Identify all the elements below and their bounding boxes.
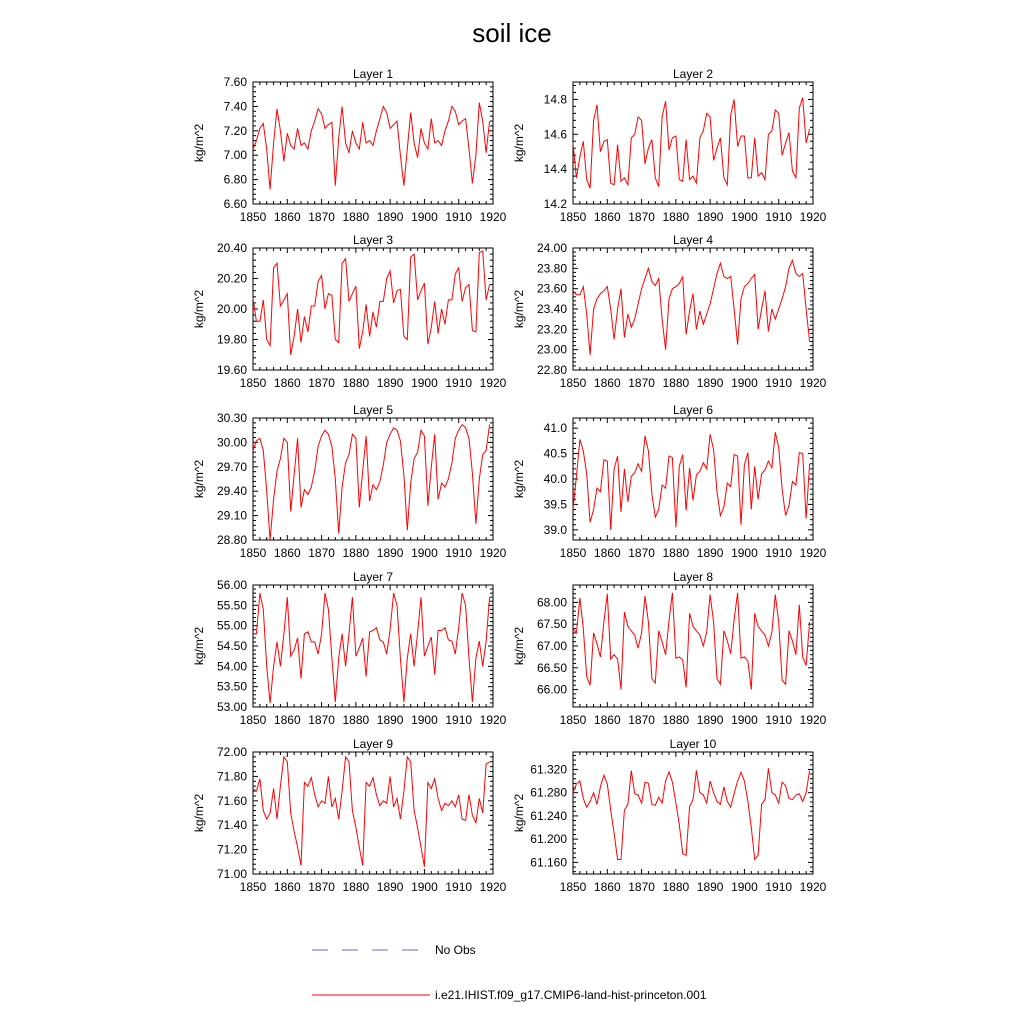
series-line (253, 103, 490, 190)
x-tick-label: 1870 (308, 376, 335, 390)
x-tick-label: 1850 (239, 376, 267, 390)
y-tick-label: 71.60 (216, 793, 247, 808)
x-tick-label: 1880 (342, 546, 370, 560)
x-tick-label: 1910 (765, 880, 793, 894)
y-tick-label: 6.60 (223, 197, 247, 211)
panel-title: Layer 6 (672, 403, 714, 417)
x-tick-label: 1890 (696, 376, 724, 390)
x-tick-label: 1920 (799, 713, 827, 727)
x-tick-label: 1850 (559, 880, 587, 894)
x-tick-label: 1870 (628, 376, 655, 390)
x-tick-label: 1900 (731, 880, 758, 894)
y-tick-label: 66.50 (536, 660, 567, 675)
y-tick-label: 30.30 (216, 411, 247, 425)
panel-title: Layer 8 (672, 570, 714, 584)
panel-title: Layer 7 (352, 570, 394, 584)
y-tick-label: 56.00 (216, 578, 247, 592)
x-tick-label: 1920 (479, 376, 507, 390)
x-tick-label: 1870 (308, 210, 335, 224)
y-tick-label: 61.240 (530, 808, 567, 823)
x-tick-label: 1860 (273, 210, 301, 224)
x-tick-label: 1890 (376, 210, 404, 224)
x-tick-label: 1900 (411, 546, 438, 560)
x-tick-label: 1920 (799, 210, 827, 224)
y-tick-label: 14.2 (543, 197, 567, 211)
y-tick-label: 53.00 (216, 700, 247, 714)
x-tick-label: 1890 (696, 713, 724, 727)
y-tick-label: 71.20 (216, 842, 247, 857)
y-axis-label: kg/m^2 (192, 289, 206, 329)
x-tick-label: 1910 (765, 546, 793, 560)
y-tick-label: 7.40 (223, 99, 247, 114)
y-tick-label: 71.40 (216, 818, 247, 833)
x-tick-label: 1860 (273, 546, 301, 560)
x-tick-label: 1880 (662, 713, 690, 727)
panel-title: Layer 10 (669, 737, 717, 751)
y-axis-label: kg/m^2 (192, 123, 206, 163)
x-tick-label: 1910 (445, 376, 473, 390)
y-tick-label: 23.00 (536, 342, 567, 357)
x-tick-label: 1920 (799, 880, 827, 894)
x-tick-label: 1850 (559, 713, 587, 727)
plot-frame (573, 82, 813, 204)
y-tick-label: 7.20 (223, 123, 247, 138)
y-tick-label: 20.40 (216, 241, 247, 255)
y-tick-label: 23.20 (536, 322, 567, 337)
x-tick-label: 1890 (696, 880, 724, 894)
y-tick-label: 40.0 (543, 472, 567, 486)
x-tick-label: 1880 (342, 880, 370, 894)
x-tick-label: 1880 (342, 713, 370, 727)
plot-frame (573, 418, 813, 540)
legend-label-no-obs: No Obs (435, 943, 476, 957)
x-tick-label: 1900 (411, 713, 438, 727)
plot-frame (253, 752, 493, 874)
plot-frame (573, 585, 813, 707)
y-tick-label: 55.00 (216, 618, 247, 633)
x-tick-label: 1880 (342, 210, 370, 224)
y-tick-label: 28.80 (216, 533, 247, 547)
panel-title: Layer 1 (352, 67, 394, 81)
x-tick-label: 1880 (342, 376, 370, 390)
x-tick-label: 1920 (479, 713, 507, 727)
x-tick-label: 1900 (731, 546, 758, 560)
y-tick-label: 41.0 (543, 421, 567, 436)
x-tick-label: 1920 (479, 880, 507, 894)
x-tick-label: 1850 (559, 376, 587, 390)
series-line (573, 260, 810, 355)
x-tick-label: 1900 (731, 713, 758, 727)
chart-layer-3 (192, 233, 507, 390)
y-tick-label: 23.60 (536, 281, 567, 296)
chart-layer-5 (192, 403, 507, 560)
chart-layer-6 (512, 403, 827, 560)
y-axis-label: kg/m^2 (512, 793, 526, 833)
y-tick-label: 14.4 (543, 162, 567, 177)
x-tick-label: 1900 (731, 376, 758, 390)
x-tick-label: 1890 (376, 713, 404, 727)
plot-frame (253, 82, 493, 204)
y-tick-label: 54.50 (216, 639, 247, 653)
y-tick-label: 22.80 (536, 363, 567, 377)
x-tick-label: 1870 (628, 713, 655, 727)
y-tick-label: 55.50 (216, 598, 247, 613)
y-tick-label: 54.00 (216, 659, 247, 674)
x-tick-label: 1870 (308, 713, 335, 727)
y-tick-label: 71.80 (216, 769, 247, 784)
y-tick-label: 72.00 (216, 745, 247, 759)
plot-frame (253, 585, 493, 707)
panel-title: Layer 4 (672, 233, 714, 247)
chart-layer-4 (512, 233, 827, 390)
y-axis-label: kg/m^2 (512, 289, 526, 329)
y-tick-label: 29.70 (216, 459, 247, 474)
y-tick-label: 29.40 (216, 484, 247, 499)
x-tick-label: 1900 (731, 210, 758, 224)
x-tick-label: 1860 (273, 880, 301, 894)
y-tick-label: 19.80 (216, 332, 247, 347)
x-tick-label: 1880 (662, 376, 690, 390)
x-tick-label: 1850 (559, 210, 587, 224)
y-axis-label: kg/m^2 (512, 123, 526, 163)
chart-layer-2 (512, 67, 827, 224)
x-tick-label: 1860 (593, 713, 621, 727)
legend-label-run: i.e21.IHIST.f09_g17.CMIP6-land-hist-princeton.001 (435, 988, 707, 1002)
x-tick-label: 1910 (765, 376, 793, 390)
y-axis-label: kg/m^2 (192, 793, 206, 833)
y-tick-label: 7.60 (223, 75, 247, 89)
panel-title: Layer 2 (672, 67, 714, 81)
legend (312, 943, 707, 1002)
y-tick-label: 61.160 (530, 855, 567, 870)
x-tick-label: 1920 (799, 546, 827, 560)
x-tick-label: 1850 (239, 880, 267, 894)
x-tick-label: 1890 (696, 546, 724, 560)
series-line (573, 98, 810, 189)
y-tick-label: 39.5 (543, 497, 567, 512)
y-tick-label: 68.00 (536, 595, 567, 610)
y-tick-label: 39.0 (543, 522, 567, 537)
x-tick-label: 1920 (479, 546, 507, 560)
y-tick-label: 20.00 (216, 302, 247, 316)
series-line (573, 593, 810, 690)
x-tick-label: 1870 (308, 546, 335, 560)
plot-frame (573, 752, 813, 874)
y-axis-label: kg/m^2 (192, 626, 206, 666)
y-tick-label: 23.80 (536, 261, 567, 276)
y-axis-label: kg/m^2 (512, 459, 526, 499)
series-line (573, 768, 810, 859)
y-axis-label: kg/m^2 (192, 459, 206, 499)
x-tick-label: 1860 (593, 880, 621, 894)
x-tick-label: 1870 (628, 546, 655, 560)
x-tick-label: 1920 (799, 376, 827, 390)
plot-frame (253, 248, 493, 370)
chart-layer-1 (192, 67, 507, 224)
x-tick-label: 1880 (662, 546, 690, 560)
x-tick-label: 1880 (662, 880, 690, 894)
plot-frame (573, 248, 813, 370)
y-tick-label: 24.00 (536, 241, 567, 255)
x-tick-label: 1910 (445, 713, 473, 727)
y-tick-label: 14.6 (543, 127, 567, 142)
x-tick-label: 1890 (696, 210, 724, 224)
y-tick-label: 40.5 (543, 446, 567, 461)
x-tick-label: 1910 (765, 210, 793, 224)
x-tick-label: 1890 (376, 546, 404, 560)
x-tick-label: 1870 (308, 880, 335, 894)
panel-title: Layer 3 (352, 233, 394, 247)
y-tick-label: 20.20 (216, 271, 247, 286)
chart-layer-8 (512, 570, 827, 727)
series-line (253, 593, 490, 703)
x-tick-label: 1890 (376, 880, 404, 894)
x-tick-label: 1900 (411, 210, 438, 224)
panel-title: Layer 5 (352, 403, 394, 417)
y-axis-label: kg/m^2 (512, 626, 526, 666)
x-tick-label: 1910 (765, 713, 793, 727)
x-tick-label: 1910 (445, 546, 473, 560)
x-tick-label: 1880 (662, 210, 690, 224)
y-tick-label: 23.40 (536, 302, 567, 316)
y-tick-label: 66.00 (536, 682, 567, 697)
x-tick-label: 1860 (273, 713, 301, 727)
x-tick-label: 1860 (593, 210, 621, 224)
x-tick-label: 1850 (239, 210, 267, 224)
x-tick-label: 1850 (239, 713, 267, 727)
chart-layer-10 (512, 737, 827, 894)
x-tick-label: 1860 (593, 376, 621, 390)
x-tick-label: 1850 (559, 546, 587, 560)
x-tick-label: 1900 (411, 376, 438, 390)
x-tick-label: 1860 (273, 376, 301, 390)
x-tick-label: 1910 (445, 880, 473, 894)
series-line (253, 425, 490, 541)
series-line (253, 251, 490, 355)
chart-layer-9 (192, 737, 507, 894)
x-tick-label: 1890 (376, 376, 404, 390)
y-tick-label: 61.280 (530, 785, 567, 800)
x-tick-label: 1870 (628, 880, 655, 894)
chart-panels (192, 67, 827, 894)
figure-title: soil ice (472, 18, 552, 48)
y-tick-label: 30.00 (216, 435, 247, 450)
x-tick-label: 1920 (479, 210, 507, 224)
y-tick-label: 61.320 (530, 762, 567, 777)
panel-title: Layer 9 (352, 737, 394, 751)
x-tick-label: 1910 (445, 210, 473, 224)
series-line (253, 757, 490, 867)
y-tick-label: 53.50 (216, 679, 247, 694)
y-tick-label: 67.50 (536, 617, 567, 632)
x-tick-label: 1860 (593, 546, 621, 560)
x-tick-label: 1900 (411, 880, 438, 894)
y-tick-label: 7.00 (223, 148, 247, 163)
y-tick-label: 14.8 (543, 92, 567, 107)
series-line (573, 432, 810, 530)
y-tick-label: 71.00 (216, 867, 247, 881)
y-tick-label: 6.80 (223, 172, 247, 187)
y-tick-label: 29.10 (216, 508, 247, 523)
x-tick-label: 1870 (628, 210, 655, 224)
chart-layer-7 (192, 570, 507, 727)
y-tick-label: 19.60 (216, 363, 247, 377)
y-tick-label: 61.200 (530, 832, 567, 847)
y-tick-label: 67.00 (536, 639, 567, 653)
x-tick-label: 1850 (239, 546, 267, 560)
